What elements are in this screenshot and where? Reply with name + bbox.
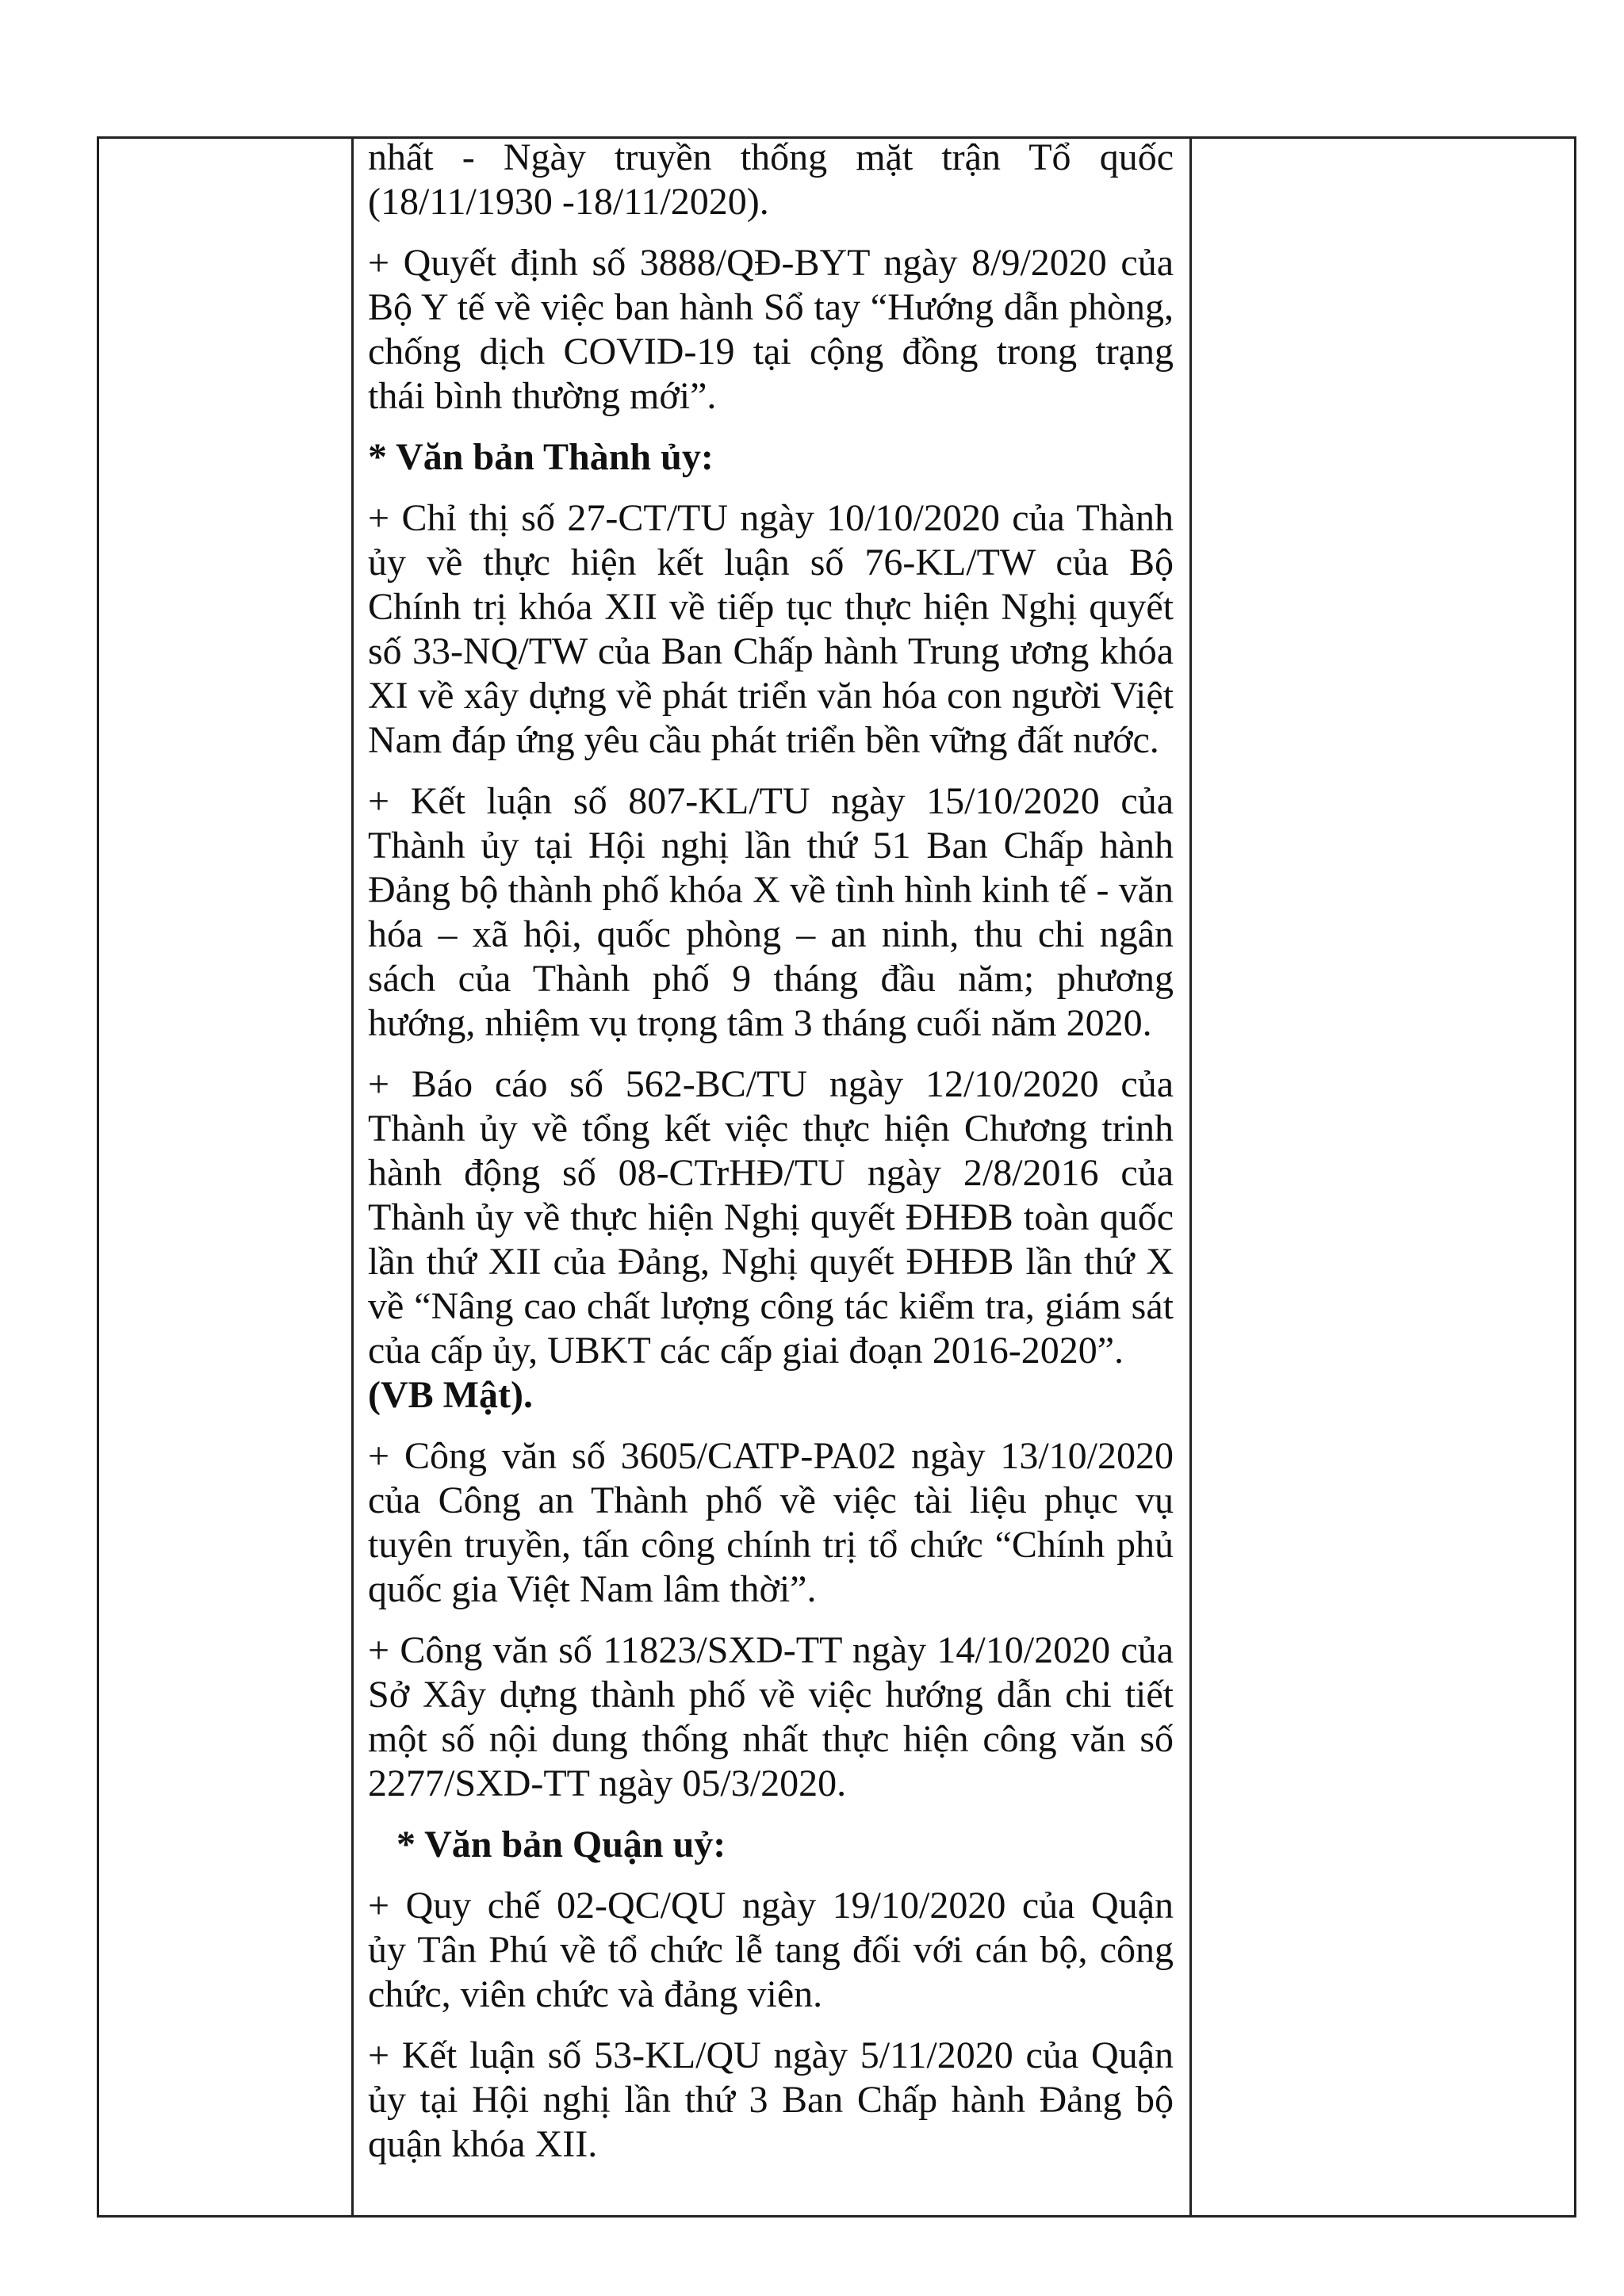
paragraph-directive-27: + Chỉ thị số 27-CT/TU ngày 10/10/2020 của Thành ủy về thực hiện kết luận số 76-KL/TW của Bộ Chính trị khóa XII về tiếp tục thực hiện Nghị quyết số 33-NQ/TW của Ban Chấp hành Trung ương khóa XI về xây dựng về phát triển văn hóa con người Việt Nam đáp ứng yêu cầu phát triển bền vững đất nước. [368,497,1174,761]
paragraph-conclusion-807: + Kết luận số 807-KL/TU ngày 15/10/2020 của Thành ủy tại Hội nghị lần thứ 51 Ban Chấp hành Đảng bộ thành phố khóa X về tình hình kinh tế - văn hóa – xã hội, quốc phòng – an ninh, thu chi ngân sách của Thành phố 9 tháng đầu năm; phương hướng, nhiệm vụ trọng tâm 3 tháng cuối năm 2020. [368,780,1174,1044]
document-table [97,136,1576,2218]
paragraph-dispatch-11823: + Công văn số 11823/SXD-TT ngày 14/10/2020 của Sở Xây dựng thành phố về việc hướng dẫn chi tiết một số nội dung thống nhất thực hiện công văn số 2277/SXD-TT ngày 05/3/2020. [368,1629,1174,1804]
section-heading-quan-uy: * Văn bản Quận uỷ: [396,1823,726,1866]
table-cell-content [351,136,1192,2215]
report-562-text: + Báo cáo số 562-BC/TU ngày 12/10/2020 của Thành ủy về tổng kết việc thực hiện Chương trinh hành động số 08-CTrHĐ/TU ngày 2/8/2016 của Thành ủy về thực hiện Nghị quyết ĐHĐB toàn quốc lần thứ XII của Đảng, Nghị quyết ĐHĐB lần thứ X về “Nâng cao chất lượng công tác kiểm tra, giám sát của cấp ủy, UBKT các cấp giai đoạn 2016-2020”. [368,1063,1174,1372]
paragraph-regulation-02: + Quy chế 02-QC/QU ngày 19/10/2020 của Quận ủy Tân Phú về tổ chức lễ tang đối với cán bộ, công chức, viên chức và đảng viên. [368,1885,1174,2015]
paragraph-conclusion-53: + Kết luận số 53-KL/QU ngày 5/11/2020 của Quận ủy tại Hội nghị lần thứ 3 Ban Chấp hành Đảng bộ quận khóa XII. [368,2034,1174,2165]
paragraph-continuation: nhất - Ngày truyền thống mặt trận Tổ quốc (18/11/1930 -18/11/2020). [368,136,1174,223]
table-cell-left [99,139,351,2215]
paragraph-report-562 [368,1062,1174,1418]
classified-note: (VB Mật). [368,1374,533,1416]
section-heading-thanh-uy: * Văn bản Thành ủy: [368,436,714,478]
table-cell-right [1192,139,1574,2215]
paragraph-decision-3888: + Quyết định số 3888/QĐ-BYT ngày 8/9/2020 của Bộ Y tế về việc ban hành Sổ tay “Hướng dẫn phòng, chống dịch COVID-19 tại cộng đồng trong trạng thái bình thường mới”. [368,242,1174,417]
paragraph-dispatch-3605: + Công văn số 3605/CATP-PA02 ngày 13/10/2020 của Công an Thành phố về việc tài liệu phục vụ tuyên truyền, tấn công chính trị tổ chức “Chính phủ quốc gia Việt Nam lâm thời”. [368,1435,1174,1610]
